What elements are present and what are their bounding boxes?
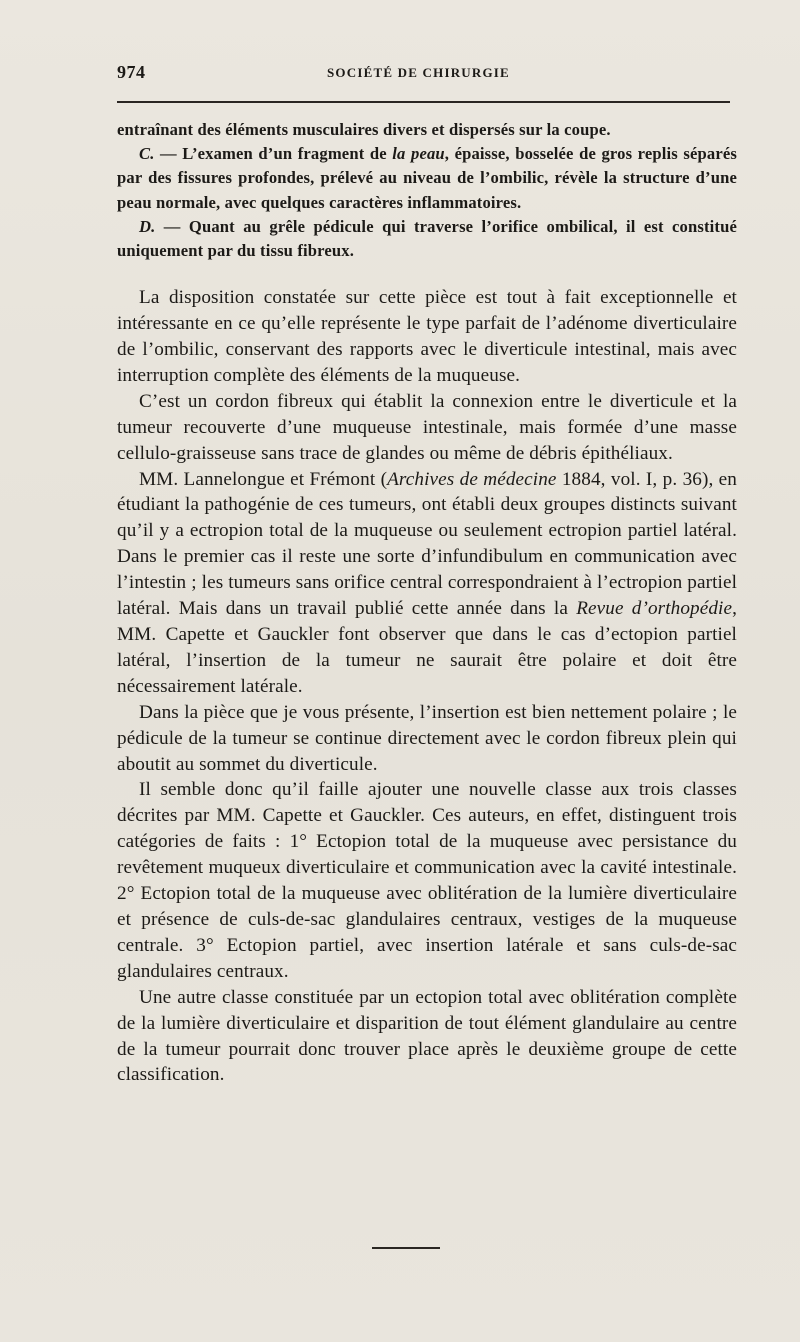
paragraph-6: Une autre classe constituée par un ectopion total avec oblitération complète de la lumière diverticulaire et disparition de tout élément glandulaire au centre de la tumeur pourrait donc trouver place après le deuxième groupe de cette classification.: [117, 986, 737, 1086]
item-c-text-b: , épaisse, bosselée de gros replis séparés par des fissures profondes, prélevé au niveau de l’ombilic, révèle la structure d’une peau normale, avec quelques caractères inflammatoires.: [117, 144, 738, 212]
item-d-text: — Quant au grêle pédicule qui traverse l’orifice ombilical, il est constitué uniquement par du tissu fibreux.: [117, 216, 737, 261]
continuation-line: entraînant des éléments musculaires divers et dispersés sur la coupe.: [117, 120, 611, 139]
p3-citation-archives: Archives de médecine: [387, 468, 557, 490]
page-number: 974: [117, 62, 146, 82]
item-c-text-a: — L’examen d’un fragment de: [154, 144, 393, 164]
paragraph-5: Il semble donc qu’il faille ajouter une nouvelle classe aux trois classes décrites par MM. Capette et Gauckler. Ces auteurs, en effet, distinguent trois catégories de faits : 1° Ectopion total de la muqueuse avec persistance du revêtement muqueux diverticulaire et communication avec la cavité intestinale. 2° Ectopion total de la muqueuse avec oblitération de la lumière diverticulaire et présence de culs-de-sac glandulaires centraux, vestiges de la muqueuse centrale. 3° Ectopion partiel, avec insertion latérale et sans culs-de-sac glandulaires centraux.: [117, 779, 737, 982]
item-d-label: D.: [139, 216, 156, 236]
running-head: SOCIÉTÉ DE CHIRURGIE: [327, 65, 510, 80]
end-rule: [372, 1247, 440, 1249]
p3-text-c: , MM. Capette et Gauckler font observer que dans le cas d’ectopion partiel latéral, l’insertion de la tumeur ne saurait être polaire et doit être nécessairement latérale.: [117, 598, 737, 697]
paragraph-4: Dans la pièce que je vous présente, l’insertion est bien nettement polaire ; le pédicule de la tumeur se continue directement avec le cordon fibreux plein qui aboutit au sommet du diverticule.: [117, 701, 737, 775]
p3-citation-revue: Revue d’orthopédie: [576, 598, 733, 620]
paragraph-1: La disposition constatée sur cette pièce est tout à fait exceptionnelle et intéressante en ce qu’elle représente le type parfait de l’adénome diverticulaire de l’ombilic, conservant des rapports avec le diverticule intestinal, mais avec interruption complète des éléments de la muqueuse.: [117, 287, 737, 386]
item-c-label: C.: [139, 144, 155, 164]
item-c-italic: la peau: [392, 144, 445, 164]
page-header: [117, 58, 737, 88]
p3-text-a: MM. Lannelongue et Frémont (: [139, 468, 388, 490]
discussion: [117, 285, 737, 1088]
bold-observations: [117, 118, 737, 263]
header-rule: [117, 101, 730, 103]
item-c: [117, 142, 737, 215]
p3-text-b: 1884, vol. I, p. 36), en étudiant la pathogénie de ces tumeurs, ont établi deux groupes distincts suivant qu’il y a ectropion total de la muqueuse ou seulement ectropion partiel latéral. Dans le premier cas il reste une sorte d’infundibulum en communication avec l’intestin ; les tumeurs sans orifice central correspondraient à l’ectropion partiel latéral. Mais dans un travail publié cette année dans la: [117, 468, 737, 620]
paragraph-2: C’est un cordon fibreux qui établit la connexion entre le diverticule et la tumeur recouverte d’une muqueuse intestinale, mais formée d’une masse cellulo-graisseuse sans trace de glandes ou même de débris épithéliaux.: [117, 390, 737, 464]
body-text: [117, 118, 737, 1088]
paragraph-3: [117, 467, 737, 700]
item-d: [117, 215, 737, 263]
